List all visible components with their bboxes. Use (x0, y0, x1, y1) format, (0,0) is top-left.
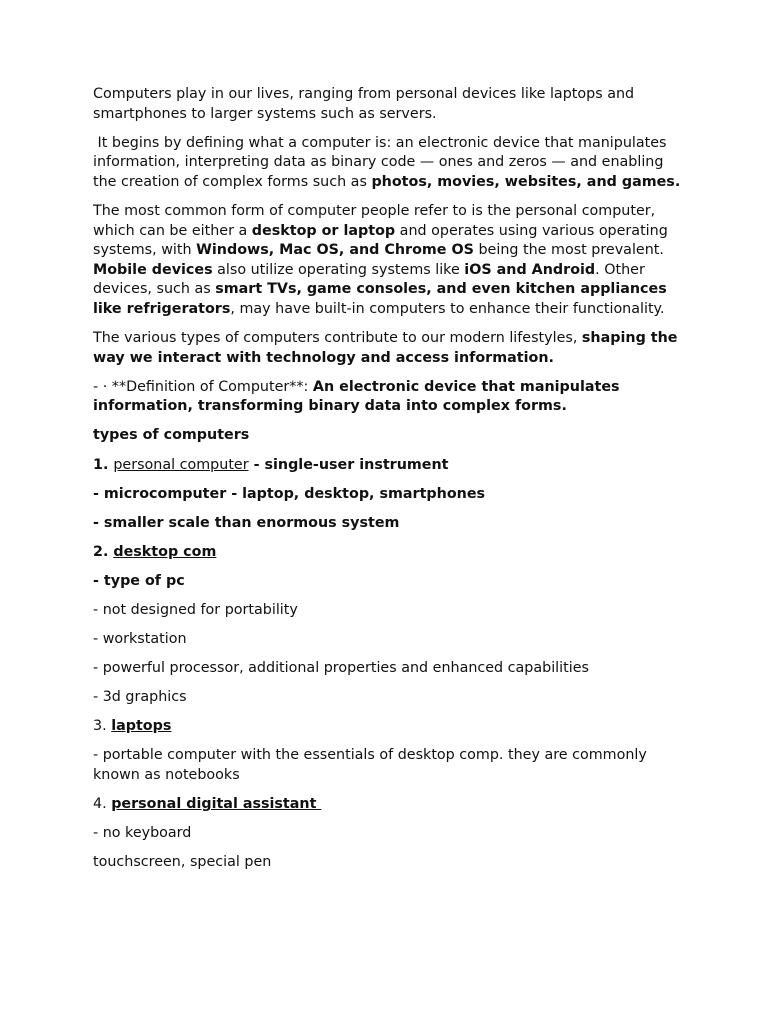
text-run: 1. (93, 456, 114, 473)
text-run: types of computers (93, 427, 250, 444)
text-run: Computers play in our lives, ranging from personal devices like laptops and smartphones to larger systems such as servers. (93, 86, 639, 122)
text-run: desktop or laptop (251, 222, 396, 239)
text-run: - powerful processor, additional properties and enhanced capabilities (93, 660, 589, 677)
text-run: . Other devices, such as (93, 261, 650, 298)
paragraph (93, 378, 683, 417)
paragraph (93, 134, 683, 193)
text-run: personal digital assistant (111, 796, 322, 813)
paragraph (93, 688, 683, 708)
text-run: - 3d graphics (93, 689, 187, 706)
text-run: personal computer (113, 456, 249, 473)
document-body (93, 85, 683, 882)
paragraph (93, 795, 683, 815)
text-run: It begins by defining what a computer is: an electronic device that manipulates information, interpreting data as binary code — ones and zeros — and enabling the creation of complex forms such as (93, 134, 672, 190)
text-run: - microcomputer - laptop, desktop, smartphones (93, 485, 486, 502)
text-run: touchscreen, special pen (93, 854, 272, 871)
text-run: laptops (111, 718, 172, 735)
text-run: - not designed for portability (93, 601, 298, 618)
text-run: desktop com (113, 543, 217, 560)
paragraph (93, 456, 683, 476)
text-run: - no keyboard (93, 825, 192, 842)
paragraph (93, 85, 683, 124)
paragraph (93, 824, 683, 844)
text-run: The most common form of computer people refer to is the personal computer, which can be either a (93, 202, 660, 239)
text-run: being the most prevalent. (473, 242, 669, 259)
text-run: Mobile devices (93, 261, 213, 278)
text-run: smart TVs, game consoles, and even kitchen appliances like refrigerators (93, 281, 672, 317)
text-run: - portable computer with the essentials of desktop comp. they are commonly known as notebooks (93, 747, 652, 784)
text-run: Windows, Mac OS, and Chrome OS (196, 242, 474, 259)
paragraph (93, 659, 683, 679)
text-run: - · **Definition of Computer**: (93, 378, 313, 395)
text-run: - smaller scale than enormous system (93, 514, 400, 531)
text-run: - single-user instrument (248, 456, 449, 473)
text-run: - workstation (93, 631, 187, 648)
paragraph (93, 485, 683, 505)
paragraph (93, 717, 683, 737)
text-run: , may have built-in computers to enhance their functionality. (230, 300, 665, 317)
text-run: also utilize operating systems like (212, 261, 465, 278)
paragraph (93, 853, 683, 873)
text-run: photos, movies, websites, and games. (371, 173, 681, 190)
paragraph (93, 601, 683, 621)
text-run: iOS and Android (464, 261, 596, 278)
text-run: 2. (93, 543, 114, 560)
text-run: and operates using various operating systems, with (93, 222, 673, 259)
paragraph (93, 202, 683, 320)
text-run: shaping the way we interact with technology and access information. (93, 330, 683, 366)
text-run: 3. (93, 718, 112, 735)
text-run: 4. (93, 796, 112, 813)
text-run: - type of pc (93, 572, 185, 589)
text-run: An electronic device that manipulates information, transforming binary data into complex forms. (93, 378, 625, 415)
paragraph (93, 543, 683, 563)
text-run: The various types of computers contribute to our modern lifestyles, (93, 330, 582, 347)
paragraph (93, 746, 683, 785)
paragraph (93, 630, 683, 650)
paragraph (93, 572, 683, 592)
paragraph (93, 329, 683, 368)
paragraph (93, 514, 683, 534)
paragraph (93, 426, 683, 446)
